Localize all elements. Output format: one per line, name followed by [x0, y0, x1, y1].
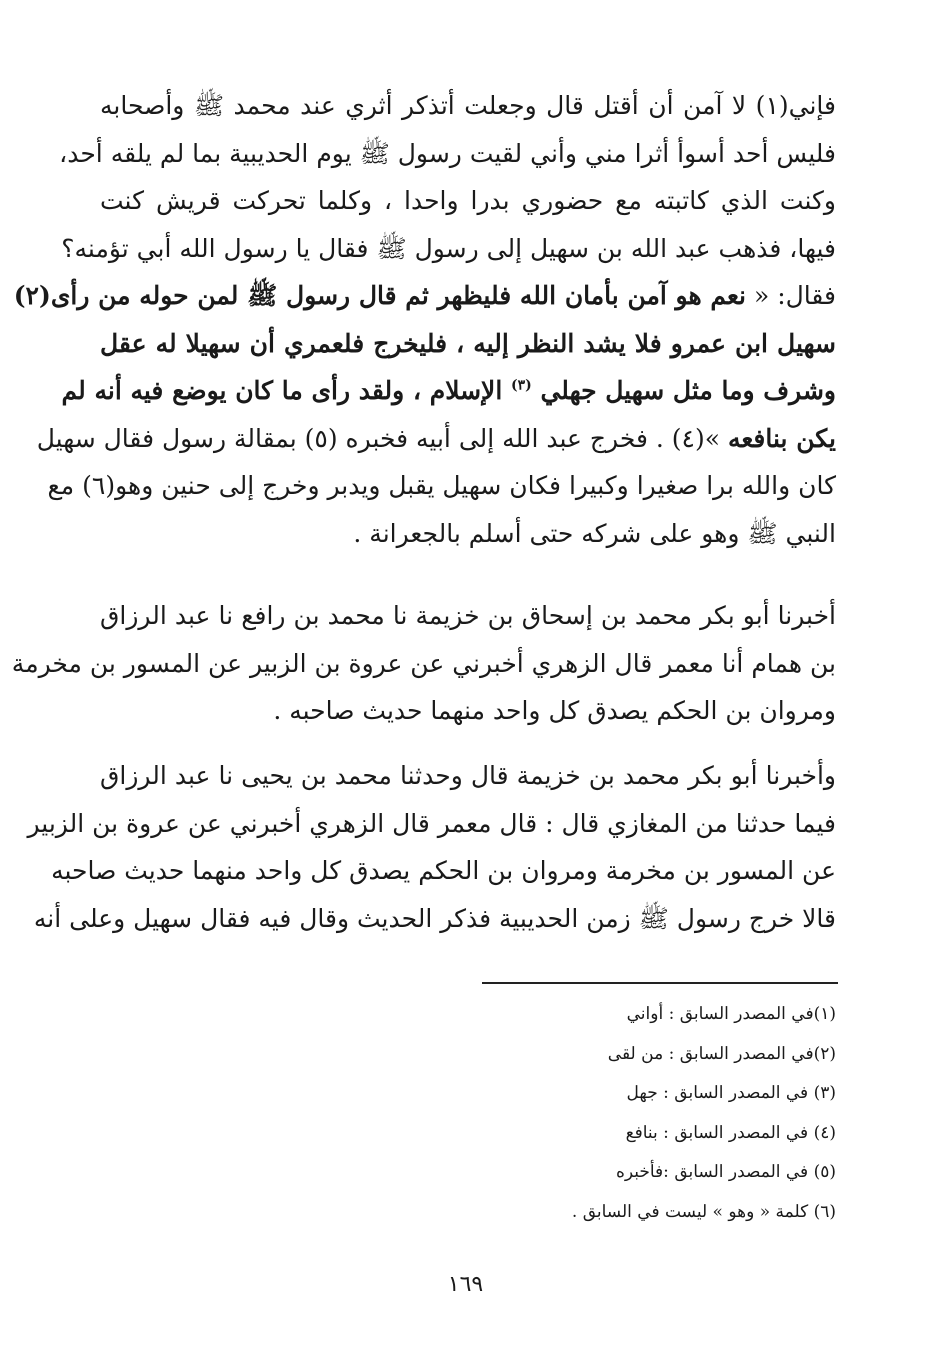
- text-line: فيها، فذهب عبد الله بن سهيل إلى رسول ﷺ فقال يا رسول الله أبي تؤمنه؟: [61, 233, 836, 263]
- footnote-item: (٦) كلمة « وهو » ليست في السابق .: [571, 1201, 836, 1222]
- text-run: »(٤) . فخرج عبد الله إلى أبيه فخبره (٥) بمقالة رسول فقال سهيل: [36, 423, 728, 453]
- text-line: عن المسور بن مخرمة ومروان بن الحكم يصدق كل واحد منهما حديث صاحبه: [51, 856, 836, 885]
- text-line: بن همام أنا معمر قال الزهري أخبرني عن عروة بن الزبير عن المسور بن مخرمة: [11, 648, 836, 678]
- footnote-item: (٢)في المصدر السابق : من لقى: [607, 1043, 836, 1064]
- bold-quote-run: الإسلام ، ولقد رأى ما كان يوضع فيه أنه لم: [61, 376, 511, 405]
- footnote-item: (٣) في المصدر السابق : جهل: [626, 1083, 836, 1103]
- text-line: وأخبرنا أبو بكر محمد بن خزيمة قال وحدثنا محمد بن يحيى نا عبد الرزاق: [100, 761, 836, 790]
- footnote-separator: [482, 982, 838, 984]
- text-line: [61, 367, 836, 415]
- paragraph-3: [27, 752, 836, 942]
- paragraph-2: [11, 592, 836, 735]
- text-line: [36, 415, 836, 463]
- text-line: [13, 272, 836, 320]
- page-number: ١٦٩: [447, 1272, 484, 1297]
- text-line: ومروان بن الحكم يصدق كل واحد منهما حديث صاحبه .: [273, 696, 836, 725]
- bold-quote-run: يكن بنافعه: [727, 423, 836, 453]
- bold-quote-run: وشرف وما مثل سهيل جهلي: [531, 376, 836, 405]
- paragraph-1: [13, 82, 836, 557]
- footnotes: [316, 995, 836, 1232]
- footnote-marker: (٣): [510, 377, 532, 394]
- footnote-item: (٥) في المصدر السابق :فأخبره: [615, 1162, 836, 1182]
- footnote-item: (٤) في المصدر السابق : بنافع: [625, 1122, 836, 1143]
- text-line: أخبرنا أبو بكر محمد بن إسحاق بن خزيمة نا محمد بن رافع نا عبد الرزاق: [100, 601, 836, 630]
- text-line: سهيل ابن عمرو فلا يشد النظر إليه ، فليخرج فلعمري أن سهيلا له عقل: [100, 328, 836, 358]
- text-line: فإني(١) لا آمن أن أقتل قال وجعلت أتذكر أثري عند محمد ﷺ وأصحابه: [100, 91, 836, 120]
- text-line: فيما حدثنا من المغازي قال : قال معمر قال الزهري أخبرني عن عروة بن الزبير: [27, 808, 836, 838]
- text-line: فليس أحد أسوأ أثرا مني وأني لقيت رسول ﷺ يوم الحديبية بما لم يلقه أحد،: [59, 138, 836, 168]
- footnote-item: (١)في المصدر السابق : أواني: [626, 1004, 836, 1024]
- text-line: وكنت الذي كاتبته مع حضوري بدرا واحدا ، وكلما تحركت قريش كنت: [100, 186, 836, 215]
- text-line: قالا خرج رسول ﷺ زمن الحديبية فذكر الحديث وقال فيه فقال سهيل وعلى أنه: [33, 903, 836, 933]
- text-run: فقال: «: [746, 281, 836, 310]
- text-line: النبي ﷺ وهو على شركه حتى أسلم بالجعرانة .: [353, 518, 836, 548]
- text-line: كان والله برا صغيرا وكبيرا فكان سهيل يقبل ويدبر وخرج إلى حنين وهو(٦) مع: [47, 471, 836, 500]
- bold-quote-run: نعم هو آمن بأمان الله فليظهر ثم قال رسول ﷺ لمن حوله من رأى(٢): [13, 281, 746, 310]
